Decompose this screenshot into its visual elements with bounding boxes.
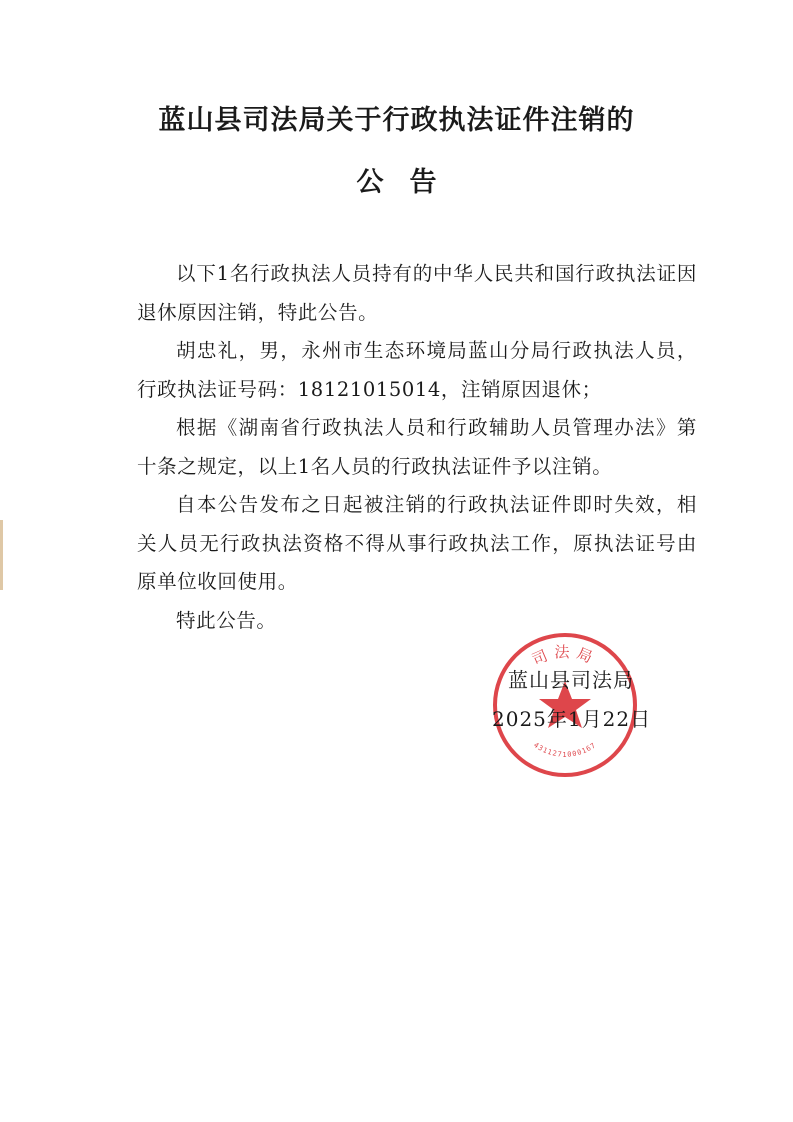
notice-title-line2: 公告 [356, 167, 463, 198]
svg-text:4311271000167 [532, 741, 598, 759]
paragraph-closing: 特此公告。 [176, 608, 277, 632]
signature-date: 2025年1月22日 [492, 707, 652, 731]
scan-edge-mark [0, 520, 3, 590]
paragraph-person: 胡忠礼，男，永州市生态环境局蓝山分局行政执法人员，行政执法证号码：18121015014，注销原因退休； [137, 339, 697, 401]
notice-body [137, 255, 697, 640]
signature-organization: 蓝山县司法局 [508, 668, 634, 692]
paragraph-basis: 根据《湖南省行政执法人员和行政辅助人员管理办法》第十条之规定，以上1名人员的行政执法证件予以注销。 [137, 416, 697, 478]
notice-title-line1: 蓝山县司法局关于行政执法证件注销的 [158, 105, 635, 136]
paragraph-effect: 自本公告发布之日起被注销的行政执法证件即时失效，相关人员无行政执法资格不得从事行政执法工作，原执法证号由原单位收回使用。 [137, 493, 697, 593]
seal-arc-text: 司法局 [529, 643, 601, 670]
seal-number: 4311271000167 [532, 741, 598, 759]
paragraph-intro: 以下1名行政执法人员持有的中华人民共和国行政执法证因退休原因注销，特此公告。 [137, 262, 697, 324]
